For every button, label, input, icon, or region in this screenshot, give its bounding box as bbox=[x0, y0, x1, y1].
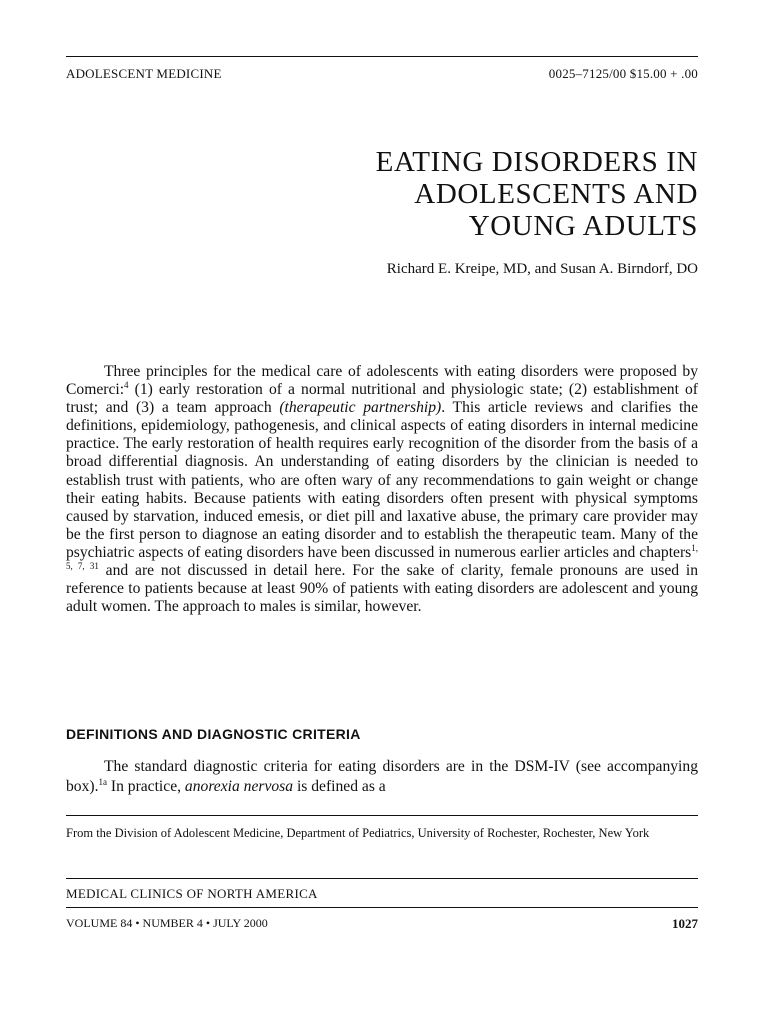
page-number: 1027 bbox=[672, 916, 698, 931]
running-head-section: ADOLESCENT MEDICINE bbox=[66, 66, 222, 81]
title-line: YOUNG ADULTS bbox=[468, 210, 698, 242]
intro-text-4: and are not discussed in detail here. For the sake of clarity, female pronouns are used in reference to patients because at least 90% of patients with eating disorders are adolescent and young adult women. The approach to males is similar, however. bbox=[66, 562, 698, 616]
running-head-code: 0025–7125/00 $15.00 + .00 bbox=[548, 66, 698, 81]
footer-rule bbox=[66, 878, 698, 879]
intro-italic-term: (therapeutic partnership) bbox=[279, 399, 442, 417]
citation-superscript: 1, 5, 7, 31 bbox=[66, 542, 698, 571]
definitions-paragraph bbox=[66, 757, 698, 797]
affiliation-footnote: From the Division of Adolescent Medicine, Department of Pediatrics, University of Rochester, Rochester, New York bbox=[66, 826, 650, 840]
definitions-text-1: The standard diagnostic criteria for eating disorders are in the DSM-IV (see accompanying box). bbox=[66, 758, 698, 795]
top-rule bbox=[66, 56, 698, 57]
citation-superscript: 4 bbox=[124, 379, 129, 390]
section-heading: DEFINITIONS AND DIAGNOSTIC CRITERIA bbox=[66, 726, 361, 742]
citation-superscript: 1a bbox=[98, 776, 107, 787]
running-head bbox=[66, 66, 698, 82]
title-line: ADOLESCENTS AND bbox=[414, 178, 698, 210]
journal-rule bbox=[66, 907, 698, 908]
issue-info: VOLUME 84 • NUMBER 4 • JULY 2000 bbox=[66, 916, 268, 930]
article-title bbox=[376, 146, 698, 242]
intro-text-2: (1) early restoration of a normal nutritional and physiologic state; (2) establishment of trust; and (3) a team approach bbox=[66, 381, 698, 417]
definitions-italic-term: anorexia nervosa bbox=[184, 778, 294, 795]
intro-text-1: Three principles for the medical care of adolescents with eating disorders were proposed by Comerci: bbox=[66, 363, 698, 399]
definitions-text-2: In practice, bbox=[106, 778, 185, 795]
intro-text-3: . This article reviews and clarifies the definitions, epidemiology, pathogenesis, and clinical aspects of eating disorders in internal medicine practice. The early restoration of health requires early recognition of the disorder from the basis of a broad differential diagnosis. An understanding of eating disorders by the clinician is needed to establish trust with patients, who are often wary of any recommendations to gain weight or change their eating habits. Because patients with eating disorders often present with physical symptoms caused by starvation, induced emesis, or diet pill and laxative abuse, the primary care provider may be the first person to diagnose an eating disorder and to establish the therapeutic team. Many of the psychiatric aspects of eating disorders have been discussed in numerous earlier articles and chapters bbox=[66, 399, 699, 561]
title-line: EATING DISORDERS IN bbox=[375, 146, 698, 178]
footnote-rule bbox=[66, 815, 698, 816]
journal-name: MEDICAL CLINICS OF NORTH AMERICA bbox=[66, 886, 318, 901]
introduction-paragraph bbox=[66, 363, 698, 616]
issue-line bbox=[66, 916, 698, 932]
article-authors: Richard E. Kreipe, MD, and Susan A. Birndorf, DO bbox=[386, 261, 698, 277]
definitions-text-3: is defined as a bbox=[293, 778, 386, 795]
